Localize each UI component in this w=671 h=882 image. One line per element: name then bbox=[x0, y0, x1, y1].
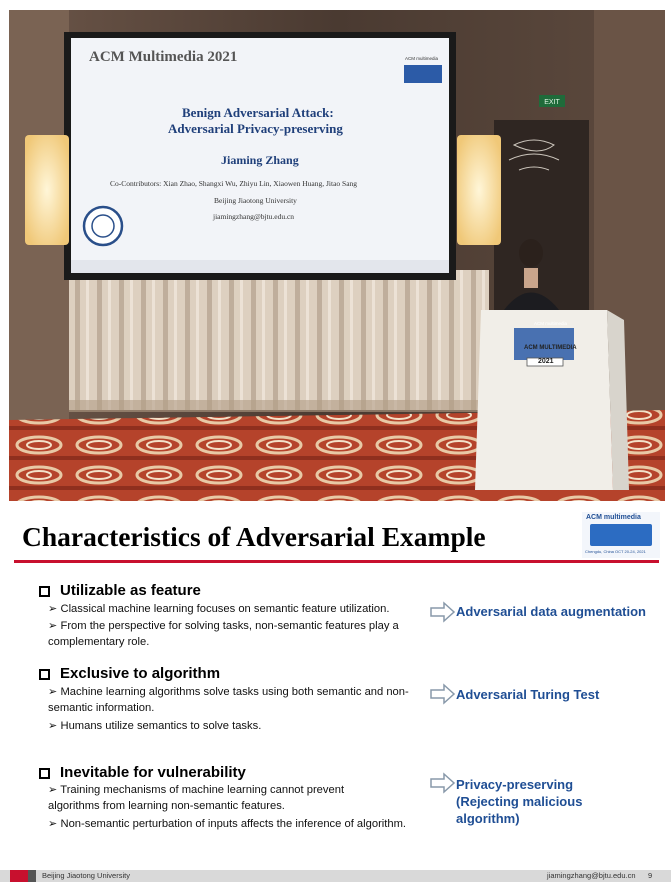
section-1-bullet-1: ➢ Classical machine learning focuses on semantic feature utilization. bbox=[48, 603, 390, 615]
bullet-arrow-icon: ➢ bbox=[48, 818, 61, 830]
projected-university: Beijing Jiaotong University bbox=[214, 196, 297, 205]
title-underline bbox=[14, 560, 659, 563]
footer-bar bbox=[0, 870, 671, 882]
projected-logo-text: ACM multimedia bbox=[405, 56, 439, 61]
footer-university: Beijing Jiaotong University bbox=[42, 871, 130, 880]
section-2-result: Adversarial Turing Test bbox=[456, 687, 600, 702]
logo-mark bbox=[590, 524, 652, 546]
section-2-bullet-1: ➢ Machine learning algorithms solve tasks using both semantic and non-semantic information. bbox=[48, 686, 409, 714]
podium-logo-small: ACM multimedia bbox=[534, 321, 568, 326]
projected-email: jiamingzhang@bjtu.edu.cn bbox=[213, 212, 295, 221]
bullet-arrow-icon: ➢ bbox=[48, 620, 61, 632]
university-seal bbox=[84, 207, 122, 245]
section-3-heading: Inevitable for vulnerability bbox=[60, 764, 246, 781]
section-1-result: Adversarial data augmentation bbox=[456, 604, 646, 619]
screen-logo bbox=[404, 65, 442, 83]
exit-sign-text: EXIT bbox=[544, 99, 560, 106]
bullet-arrow-icon: ➢ bbox=[48, 686, 61, 698]
podium-logo-large: ACM MULTIMEDIA bbox=[524, 345, 577, 351]
projected-conference-label: ACM Multimedia 2021 bbox=[89, 49, 238, 65]
footer-page-number: 9 bbox=[648, 871, 653, 880]
section-1-result-arrow-icon bbox=[430, 601, 456, 623]
bullet-arrow-icon: ➢ bbox=[48, 603, 61, 615]
podium-year: 2021 bbox=[538, 358, 554, 365]
bullet-arrow-icon: ➢ bbox=[48, 720, 61, 732]
section-3-result-line-3: algorithm) bbox=[456, 811, 520, 826]
logo-bottom-text: Chengdu, China OCT 20-24, 2021 bbox=[585, 549, 646, 554]
section-2-heading: Exclusive to algorithm bbox=[60, 665, 221, 682]
projected-presenter: Jiaming Zhang bbox=[221, 153, 299, 167]
left-lamp bbox=[25, 135, 69, 245]
bullet-arrow-icon: ➢ bbox=[48, 784, 61, 796]
photo-scene bbox=[9, 10, 665, 501]
section-3-result-line-2: (Rejecting malicious bbox=[456, 794, 583, 809]
section-3-result-line-1: Privacy-preserving bbox=[456, 777, 574, 792]
projected-title-line1: Benign Adversarial Attack: bbox=[182, 105, 334, 120]
footer-red-block bbox=[10, 870, 28, 882]
section-1-checkbox-icon bbox=[39, 586, 50, 597]
footer-dark-block bbox=[28, 870, 36, 882]
slide bbox=[0, 508, 671, 882]
section-2-bullet-2: ➢ Humans utilize semantics to solve tasks. bbox=[48, 720, 262, 732]
conference-photo bbox=[9, 10, 665, 501]
section-3-checkbox-icon bbox=[39, 768, 50, 779]
right-lamp bbox=[457, 135, 501, 245]
section-2-checkbox-icon bbox=[39, 669, 50, 680]
section-3-result-arrow-icon bbox=[430, 772, 456, 794]
projected-contributors: Co-Contributors: Xian Zhao, Shangxi Wu, Zhiyu Lin, Xiaowen Huang, Jitao Sang bbox=[110, 179, 358, 188]
section-3-bullet-2: ➢ Non-semantic perturbation of inputs affects the inference of algorithm. bbox=[48, 818, 407, 830]
section-2-result-arrow-icon bbox=[430, 683, 456, 705]
projected-title-line2: Adversarial Privacy-preserving bbox=[168, 121, 343, 136]
slide-title: Characteristics of Adversarial Example bbox=[22, 521, 486, 552]
section-1-bullet-2: ➢ From the perspective for solving tasks, non-semantic features play a complementary role. bbox=[48, 620, 399, 648]
section-1-heading: Utilizable as feature bbox=[60, 582, 201, 599]
footer-email: jiamingzhang@bjtu.edu.cn bbox=[547, 871, 636, 880]
section-3-bullet-1: ➢ Training mechanisms of machine learning cannot prevent algorithms from learning non-semantic features. bbox=[48, 784, 345, 812]
logo-top-text: ACM multimedia bbox=[586, 514, 641, 521]
acm-mm-logo bbox=[582, 512, 660, 558]
